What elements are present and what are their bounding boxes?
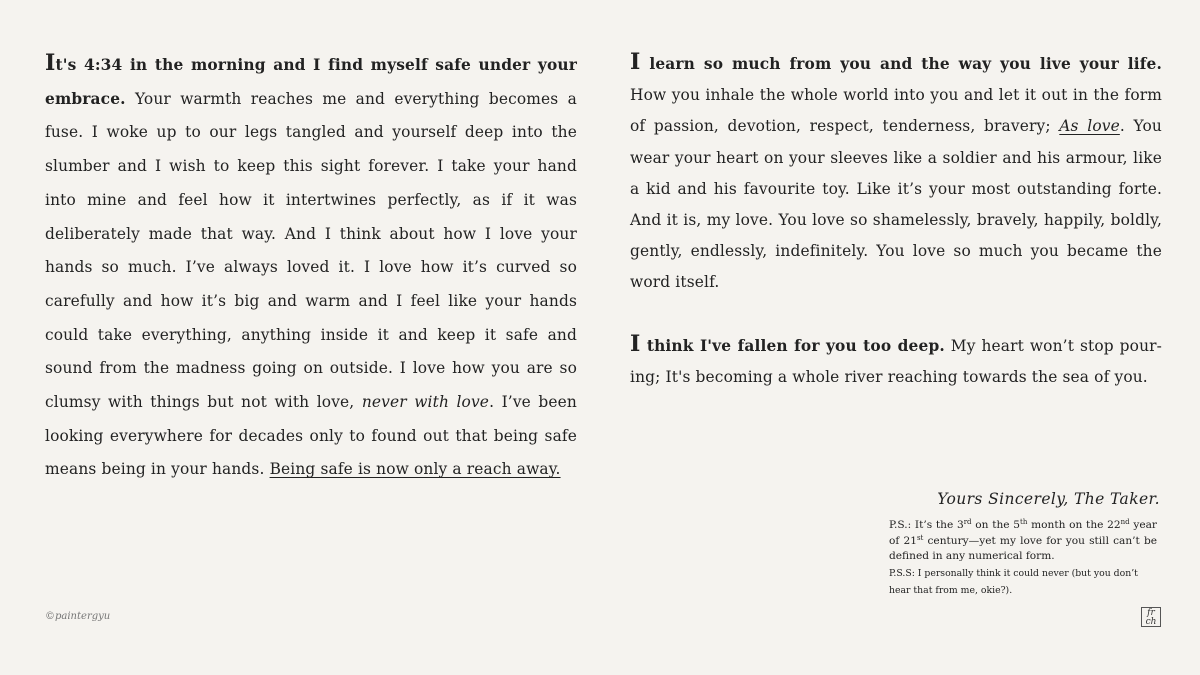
right-p1-text-1: How you inhale the whole world into you and let it out in the form of passion, devotion, respect, tenderness, bravery; bbox=[630, 86, 1162, 136]
pss-line: P.S.S: I personally think it could never (but you don’t hear that from me, okie?). bbox=[889, 567, 1138, 596]
ps-text-a: P.S.: It’s the 3 bbox=[889, 519, 964, 531]
left-text-2: . I’ve been looking everywhere for decades only to found out that being safe means being in your hands. bbox=[45, 393, 577, 479]
right-p1-lead-text: learn so much from you and the way you live your life. bbox=[640, 55, 1162, 73]
left-paragraph bbox=[45, 47, 577, 487]
right-p1-italic-underline: As love bbox=[1059, 117, 1120, 136]
ps-text-d: year of 21 bbox=[889, 519, 1157, 547]
credit: ©paintergyu bbox=[45, 611, 111, 622]
ps-sup-c: nd bbox=[1120, 518, 1130, 526]
ps-text-c: month on the 22 bbox=[1027, 519, 1121, 531]
right-paragraph-2 bbox=[630, 329, 1162, 393]
logo-top: fr bbox=[1147, 608, 1155, 618]
left-text-1: Your warmth reaches me and everything becomes a fuse. I woke up to our legs tangled and yourself deep into the slumber and I wish to keep this sight forever. I take your hand into mine and feel how it intertwines perfectly, as if it was deliberately made that way. And I think about how I love your hands so much. I’ve always loved it. I love how it’s curved so carefully and how it’s big and warm and I feel like your hands could take everything, anything inside it and keep it safe and sound from the madness going on outside. I love how you are so clumsy with things but not with love, bbox=[45, 89, 577, 412]
right-p2-lead-text: think I've fallen for you too deep. bbox=[640, 336, 945, 355]
signature: Yours Sincerely, The Taker. bbox=[937, 490, 1160, 508]
ps-line bbox=[889, 518, 1157, 565]
ps-text-e: century—yet my love for you still can’t be defined in any numerical form. bbox=[889, 534, 1157, 563]
right-p1-drop-cap: I bbox=[630, 49, 641, 75]
right-p2-text: My heart won’t stop pour-ing; It's becoming a whole river reaching towards the sea of you. bbox=[630, 336, 1162, 386]
left-drop-cap: I bbox=[45, 50, 56, 76]
left-underline: Being safe is now only a reach away. bbox=[269, 460, 561, 479]
left-italic: never with love bbox=[361, 393, 490, 412]
right-paragraph-1 bbox=[630, 47, 1162, 299]
ps-text-b: on the 5 bbox=[971, 519, 1021, 531]
logo-bottom: ch bbox=[1145, 617, 1157, 627]
right-p1-text-2: . You wear your heart on your sleeves like a soldier and his armour, like a kid and his favourite toy. Like it’s your most outstanding forte. And it is, my love. You love so shamelessly, bravely, happily, boldly, gently, endlessly, indefinitely. You love so much you became the word itself. bbox=[630, 117, 1162, 292]
ps-sup-d: st bbox=[916, 533, 924, 542]
right-column bbox=[630, 47, 1162, 393]
left-lead-text: t's 4:34 in the morning and I find myself safe under your embrace. bbox=[45, 56, 577, 108]
right-p2-lead bbox=[630, 330, 945, 357]
right-p2-drop-cap: I bbox=[630, 330, 641, 357]
ps-sup-b: th bbox=[1020, 518, 1028, 526]
right-p1-lead bbox=[630, 49, 1162, 75]
postscript bbox=[889, 518, 1157, 599]
left-column bbox=[45, 47, 577, 487]
ps-sup-a: rd bbox=[963, 518, 972, 526]
logo-mark bbox=[1141, 607, 1161, 627]
